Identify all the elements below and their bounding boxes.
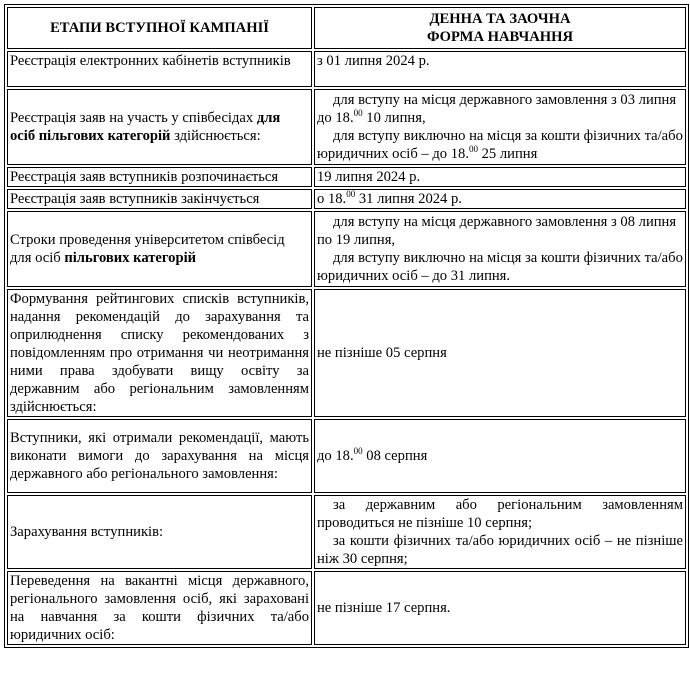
time-minutes: 00 [346, 189, 356, 199]
stage-text-bold: пільгових категорій [64, 250, 197, 266]
date-paragraph [317, 91, 683, 127]
date-paragraph: для вступу на місця державного замовлення з 08 липня по 19 липня, [317, 214, 677, 248]
document-page [4, 4, 687, 648]
header-study-form-line2: ФОРМА НАВЧАННЯ [426, 29, 574, 45]
date-paragraph: для вступу виключно на місця за кошти фізичних та/або юридичних осіб – до 31 липня. [317, 250, 683, 284]
table-row [7, 571, 686, 645]
date-cell [314, 211, 686, 287]
header-study-form [314, 7, 686, 49]
table-row [7, 189, 686, 209]
table-header-row [7, 7, 686, 49]
date-cell [314, 495, 686, 569]
date-paragraph: за кошти фізичних та/або юридичних осіб – не пізніше ніж 30 серпня; [317, 533, 683, 567]
stage-text: здійснюється: [170, 128, 261, 144]
date-cell: з 01 липня 2024 р. [314, 51, 686, 87]
date-paragraph [317, 127, 683, 163]
stage-cell: Реєстрація заяв вступників закінчується [7, 189, 312, 209]
table-row [7, 89, 686, 165]
date-paragraph: за державним або регіональним замовленням проводиться не пізніше 10 серпня; [317, 497, 683, 531]
admission-schedule-table [4, 4, 689, 648]
stage-text: Реєстрація заяв на участь у співбесідах [10, 110, 257, 126]
stage-cell [7, 89, 312, 165]
date-cell: 19 липня 2024 р. [314, 167, 686, 187]
date-text: 31 липня 2024 р. [355, 191, 462, 207]
time-minutes: 00 [468, 144, 478, 154]
date-cell: не пізніше 17 серпня. [314, 571, 686, 645]
stage-cell: Зарахування вступників: [7, 495, 312, 569]
stage-text: Строки проведення університетом співбесід для осіб [10, 232, 285, 266]
table-row [7, 51, 686, 87]
date-text: о 18. [317, 191, 347, 207]
table-row [7, 167, 686, 187]
stage-text-bold: для осіб пільгових категорій [10, 110, 281, 144]
date-cell [314, 189, 686, 209]
stage-cell: Реєстрація електронних кабінетів вступників [7, 51, 312, 87]
date-text: для вступу виключно на місця за кошти фізичних та/або юридичних осіб – до 18. [317, 128, 683, 162]
date-text: 08 серпня [362, 448, 428, 464]
time-minutes: 00 [353, 446, 363, 456]
table-row [7, 495, 686, 569]
table-row [7, 419, 686, 493]
date-text: 10 липня, [362, 110, 426, 126]
date-text: 25 липня [477, 146, 538, 162]
header-stages: ЕТАПИ ВСТУПНОЇ КАМПАНІЇ [7, 7, 312, 49]
stage-cell: Реєстрація заяв вступників розпочинається [7, 167, 312, 187]
header-study-form-line1: ДЕННА ТА ЗАОЧНА [429, 11, 571, 27]
stage-cell: Формування рейтингових списків вступників, надання рекомендацій до зарахування та оприлюднення списку рекомендованих з повідомленням про отримання чи неотримання ними права здобувати вищу освіту за державним або регіональним замовленням здійснюється: [7, 289, 312, 417]
date-cell: не пізніше 05 серпня [314, 289, 686, 417]
table-row [7, 211, 686, 287]
stage-cell [7, 211, 312, 287]
time-minutes: 00 [353, 108, 363, 118]
date-text: до 18. [317, 448, 354, 464]
stage-cell: Вступники, які отримали рекомендації, мають виконати вимоги до зарахування на місця державного або регіонального замовлення: [7, 419, 312, 493]
date-text: для вступу на місця державного замовлення з 03 липня до 18. [317, 92, 677, 126]
date-cell [314, 89, 686, 165]
stage-cell: Переведення на вакантні місця державного, регіонального замовлення осіб, які зараховані на навчання за кошти фізичних та/або юридичних осіб: [7, 571, 312, 645]
date-cell [314, 419, 686, 493]
table-row [7, 289, 686, 417]
